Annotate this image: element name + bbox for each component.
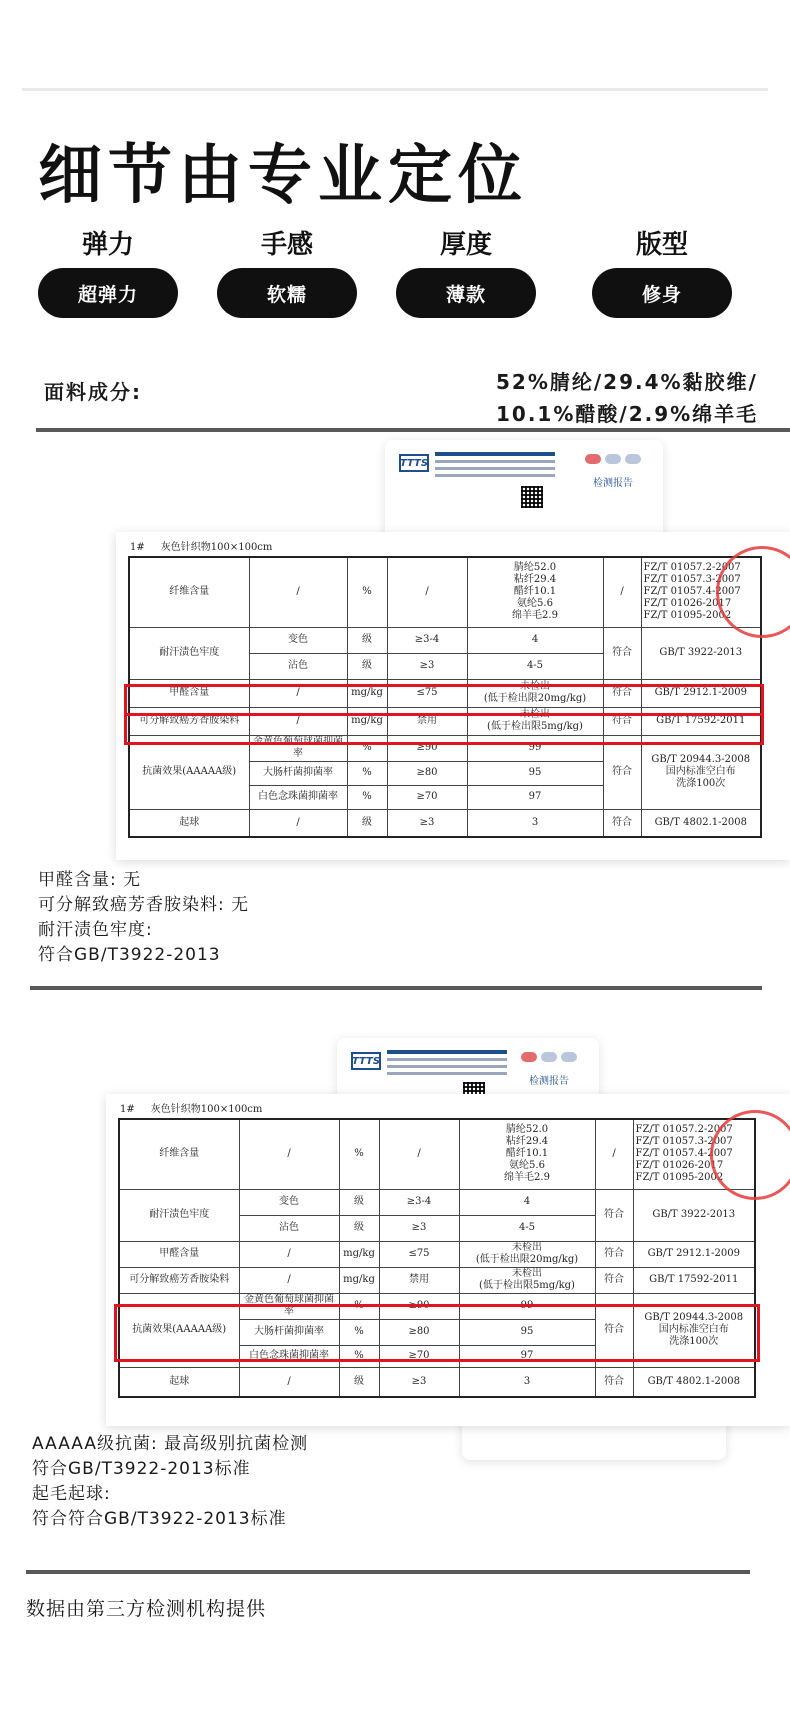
cell-std: ≥3 — [379, 1367, 459, 1397]
cell-std: / — [387, 557, 467, 627]
method-line: 国内标准空白布 — [665, 766, 736, 777]
result-line: 粘纤29.4 — [505, 1136, 549, 1148]
cell-std: ≥80 — [387, 761, 467, 785]
cell-result — [459, 1241, 595, 1267]
cell-item: 可分解致癌芳香胺染料 — [119, 1267, 239, 1293]
cell-verdict: / — [595, 1119, 633, 1189]
cell-method: GB/T 4802.1-2008 — [633, 1367, 755, 1397]
method-line: GB/T 20944.3-2008 — [644, 1312, 744, 1323]
attr-value-elasticity: 超弹力 — [38, 268, 178, 318]
result-line: (低于检出限20mg/kg) — [475, 1254, 579, 1265]
cell-verdict: 符合 — [595, 1293, 633, 1367]
cell-std: ≤75 — [387, 679, 467, 707]
cell-item: 耐汗渍色牢度 — [129, 627, 249, 679]
cell-req: / — [239, 1241, 339, 1267]
note-line: 起毛起球: — [32, 1484, 111, 1504]
cell-item: 抗菌效果(AAAAA级) — [119, 1293, 239, 1367]
report-org-lines — [387, 1050, 507, 1079]
cell-method: GB/T 17592-2011 — [641, 707, 761, 735]
attr-value-fit: 修身 — [592, 268, 732, 318]
cell-result: 99 — [467, 735, 603, 761]
cell-result: 3 — [459, 1367, 595, 1397]
attr-label-feel: 手感 — [260, 230, 313, 260]
method-line: GB/T 20944.3-2008 — [651, 754, 751, 765]
cell-unit: % — [339, 1319, 379, 1345]
report-table-card-2 — [106, 1094, 790, 1426]
method-line: FZ/T 01026-2017 — [635, 1160, 724, 1172]
cell-item: 纤维含量 — [129, 557, 249, 627]
cert-marks-icon — [585, 454, 641, 464]
cell-std: 禁用 — [387, 707, 467, 735]
cell-sub: 沾色 — [249, 653, 347, 679]
cell-sub: 沾色 — [239, 1215, 339, 1241]
cell-req: / — [239, 1119, 339, 1189]
footer-note: 数据由第三方检测机构提供 — [26, 1598, 267, 1620]
method-line: 洗涤100次 — [676, 778, 726, 789]
cell-method: GB/T 2912.1-2009 — [633, 1241, 755, 1267]
cell-result: 4 — [459, 1189, 595, 1215]
cell-unit: % — [347, 761, 387, 785]
attr-value-thickness: 薄款 — [396, 268, 536, 318]
cell-result: 97 — [467, 785, 603, 809]
cell-std: ≥70 — [379, 1345, 459, 1367]
cell-unit: mg/kg — [339, 1241, 379, 1267]
section-divider — [26, 1570, 750, 1574]
cell-req: / — [239, 1367, 339, 1397]
cell-unit: 级 — [339, 1189, 379, 1215]
method-line: FZ/T 01057.2-2007 — [643, 562, 741, 574]
table-row — [119, 1241, 755, 1267]
cell-result: 4-5 — [467, 653, 603, 679]
cell-verdict: 符合 — [595, 1241, 633, 1267]
ttts-logo-icon: TTTS — [351, 1052, 381, 1070]
cell-unit: 级 — [347, 653, 387, 679]
cell-method: GB/T 2912.1-2009 — [641, 679, 761, 707]
cell-item: 纤维含量 — [119, 1119, 239, 1189]
cell-std: ≥90 — [387, 735, 467, 761]
cell-unit: % — [339, 1345, 379, 1367]
cell-unit: mg/kg — [347, 707, 387, 735]
cell-result-list — [467, 557, 603, 627]
method-line: 国内标准空白布 — [658, 1324, 729, 1335]
cell-result: 4-5 — [459, 1215, 595, 1241]
method-line: FZ/T 01057.3-2007 — [635, 1136, 733, 1148]
cell-req: / — [239, 1267, 339, 1293]
note-block-1 — [38, 868, 249, 968]
attr-value-feel: 软糯 — [217, 268, 357, 318]
sample-desc: 灰色针织物100×100cm — [160, 542, 273, 553]
result-line: 氨纶5.6 — [517, 598, 553, 610]
cell-verdict: 符合 — [603, 627, 641, 679]
cell-verdict: 符合 — [603, 809, 641, 837]
result-line: 腈纶52.0 — [505, 1124, 549, 1136]
note-line: 可分解致癌芳香胺染料: 无 — [38, 895, 250, 915]
note-line: 符合GB/T3922-2013 — [38, 945, 221, 965]
cell-std: ≥3-4 — [379, 1189, 459, 1215]
cell-std: ≥90 — [379, 1293, 459, 1319]
report-org-lines — [435, 452, 555, 481]
top-divider — [22, 88, 768, 91]
cell-unit: 级 — [347, 809, 387, 837]
cell-req: / — [249, 809, 347, 837]
cell-unit: 级 — [347, 627, 387, 653]
page-title: 细节由专业定位 — [38, 139, 528, 213]
cell-std: ≥70 — [387, 785, 467, 809]
attr-label-elasticity: 弹力 — [81, 230, 134, 260]
ttts-logo-icon: TTTS — [399, 454, 429, 472]
cell-item: 甲醛含量 — [129, 679, 249, 707]
method-line: FZ/T 01057.2-2007 — [635, 1124, 733, 1136]
cell-verdict: 符合 — [603, 707, 641, 735]
fabric-label: 面料成分: — [44, 380, 142, 404]
cell-std: ≥3 — [387, 653, 467, 679]
table-row — [129, 557, 761, 627]
cell-method-list — [633, 1293, 755, 1367]
cell-sub: 白色念珠菌抑菌率 — [239, 1345, 339, 1367]
cell-result: 4 — [467, 627, 603, 653]
result-line: (低于检出限5mg/kg) — [479, 1280, 575, 1291]
cell-item: 甲醛含量 — [119, 1241, 239, 1267]
note-line: 符合符合GB/T3922-2013标准 — [32, 1509, 287, 1529]
cell-sub: 白色念珠菌抑菌率 — [249, 785, 347, 809]
cell-std: ≤75 — [379, 1241, 459, 1267]
report-table-card-1 — [116, 532, 790, 860]
qr-code-icon — [521, 486, 543, 508]
cell-sub: 金黄色葡萄球菌抑菌率 — [239, 1293, 339, 1319]
cell-sub: 大肠杆菌抑菌率 — [249, 761, 347, 785]
cell-result: 3 — [467, 809, 603, 837]
note-block-2 — [32, 1432, 308, 1532]
sample-header — [120, 1100, 262, 1115]
result-line: (低于检出限20mg/kg) — [483, 693, 587, 704]
result-line: 醋纤10.1 — [513, 586, 557, 598]
result-line: 氨纶5.6 — [509, 1160, 545, 1172]
cell-std: ≥3-4 — [387, 627, 467, 653]
cell-sub: 大肠杆菌抑菌率 — [239, 1319, 339, 1345]
note-line: AAAAA级抗菌: 最高级别抗菌检测 — [32, 1434, 309, 1454]
method-line: FZ/T 01057.4-2007 — [643, 586, 741, 598]
sample-desc: 灰色针织物100×100cm — [150, 1104, 263, 1115]
note-line: 符合GB/T3922-2013标准 — [32, 1459, 251, 1479]
cell-std: / — [379, 1119, 459, 1189]
cell-verdict: 符合 — [603, 735, 641, 809]
cell-item: 起球 — [129, 809, 249, 837]
cell-std: 禁用 — [379, 1267, 459, 1293]
result-line: 腈纶52.0 — [513, 562, 557, 574]
cell-verdict: 符合 — [603, 679, 641, 707]
result-line: 粘纤29.4 — [513, 574, 557, 586]
cell-result: 97 — [459, 1345, 595, 1367]
section-divider — [36, 428, 790, 432]
cell-item: 耐汗渍色牢度 — [119, 1189, 239, 1241]
cell-sub: 变色 — [249, 627, 347, 653]
table-row — [119, 1293, 755, 1319]
cell-method: GB/T 3922-2013 — [641, 627, 761, 679]
sample-no: 1# — [130, 542, 145, 553]
sample-no: 1# — [120, 1104, 135, 1115]
cell-method: GB/T 3922-2013 — [633, 1189, 755, 1241]
cell-result: 95 — [467, 761, 603, 785]
cell-unit: % — [347, 557, 387, 627]
result-line: 醋纤10.1 — [505, 1148, 549, 1160]
test-results-table — [118, 1118, 756, 1398]
cell-req: / — [249, 679, 347, 707]
cell-method: GB/T 4802.1-2008 — [641, 809, 761, 837]
cell-item: 抗菌效果(AAAAA级) — [129, 735, 249, 809]
cell-result — [459, 1267, 595, 1293]
fabric-value — [496, 366, 790, 430]
cell-result: 99 — [459, 1293, 595, 1319]
table-row — [129, 627, 761, 653]
table-row — [129, 679, 761, 707]
cell-item: 可分解致癌芳香胺染料 — [129, 707, 249, 735]
method-line: FZ/T 01057.3-2007 — [643, 574, 741, 586]
cert-marks-icon — [521, 1052, 577, 1062]
cell-item: 起球 — [119, 1367, 239, 1397]
method-line: FZ/T 01095-2002 — [643, 610, 732, 622]
report-title: 检测报告 — [593, 478, 633, 489]
fabric-line-2: 10.1%醋酸/2.9%绵羊毛 — [496, 402, 759, 426]
cell-std: ≥80 — [379, 1319, 459, 1345]
table-row — [119, 1267, 755, 1293]
report-title: 检测报告 — [529, 1076, 569, 1087]
fabric-line-1: 52%腈纶/29.4%黏胶维/ — [496, 370, 758, 394]
result-line: 未检出 — [520, 681, 550, 692]
cell-method: GB/T 17592-2011 — [633, 1267, 755, 1293]
cell-unit: % — [339, 1119, 379, 1189]
table-row — [129, 809, 761, 837]
method-line: FZ/T 01095-2002 — [635, 1172, 724, 1184]
table-row — [129, 707, 761, 735]
cell-req: / — [249, 557, 347, 627]
cell-result: 95 — [459, 1319, 595, 1345]
note-line: 耐汗渍色牢度: — [38, 920, 153, 940]
section-divider — [30, 986, 762, 990]
cell-std: ≥3 — [387, 809, 467, 837]
method-line: FZ/T 01026-2017 — [643, 598, 732, 610]
result-line: 未检出 — [520, 709, 550, 720]
test-results-table — [128, 556, 762, 838]
result-line: 未检出 — [512, 1242, 542, 1253]
attr-label-thickness: 厚度 — [439, 230, 492, 260]
result-line: 绵羊毛2.9 — [504, 1172, 550, 1184]
result-line: (低于检出限5mg/kg) — [487, 721, 583, 732]
table-row — [119, 1119, 755, 1189]
cell-req: / — [249, 707, 347, 735]
cell-unit: mg/kg — [339, 1267, 379, 1293]
cell-unit: % — [339, 1293, 379, 1319]
table-row — [129, 735, 761, 761]
cell-unit: % — [347, 785, 387, 809]
cell-result — [467, 679, 603, 707]
cell-verdict: 符合 — [595, 1267, 633, 1293]
cell-verdict: 符合 — [595, 1367, 633, 1397]
cell-method-list — [641, 735, 761, 809]
result-line: 绵羊毛2.9 — [512, 610, 558, 622]
cell-sub: 金黄色葡萄球菌抑菌率 — [249, 735, 347, 761]
cell-result — [467, 707, 603, 735]
cell-verdict: / — [603, 557, 641, 627]
method-line: 洗涤100次 — [669, 1336, 719, 1347]
cell-unit: 级 — [339, 1215, 379, 1241]
cell-unit: mg/kg — [347, 679, 387, 707]
cell-unit: % — [347, 735, 387, 761]
result-line: 未检出 — [512, 1268, 542, 1279]
sample-header — [130, 538, 272, 553]
attr-label-fit: 版型 — [635, 230, 688, 260]
table-row — [119, 1367, 755, 1397]
table-row — [119, 1189, 755, 1215]
cell-result-list — [459, 1119, 595, 1189]
cell-unit: 级 — [339, 1367, 379, 1397]
method-line: FZ/T 01057.4-2007 — [635, 1148, 733, 1160]
cell-sub: 变色 — [239, 1189, 339, 1215]
note-line: 甲醛含量: 无 — [38, 870, 142, 890]
cell-std: ≥3 — [379, 1215, 459, 1241]
cell-verdict: 符合 — [595, 1189, 633, 1241]
